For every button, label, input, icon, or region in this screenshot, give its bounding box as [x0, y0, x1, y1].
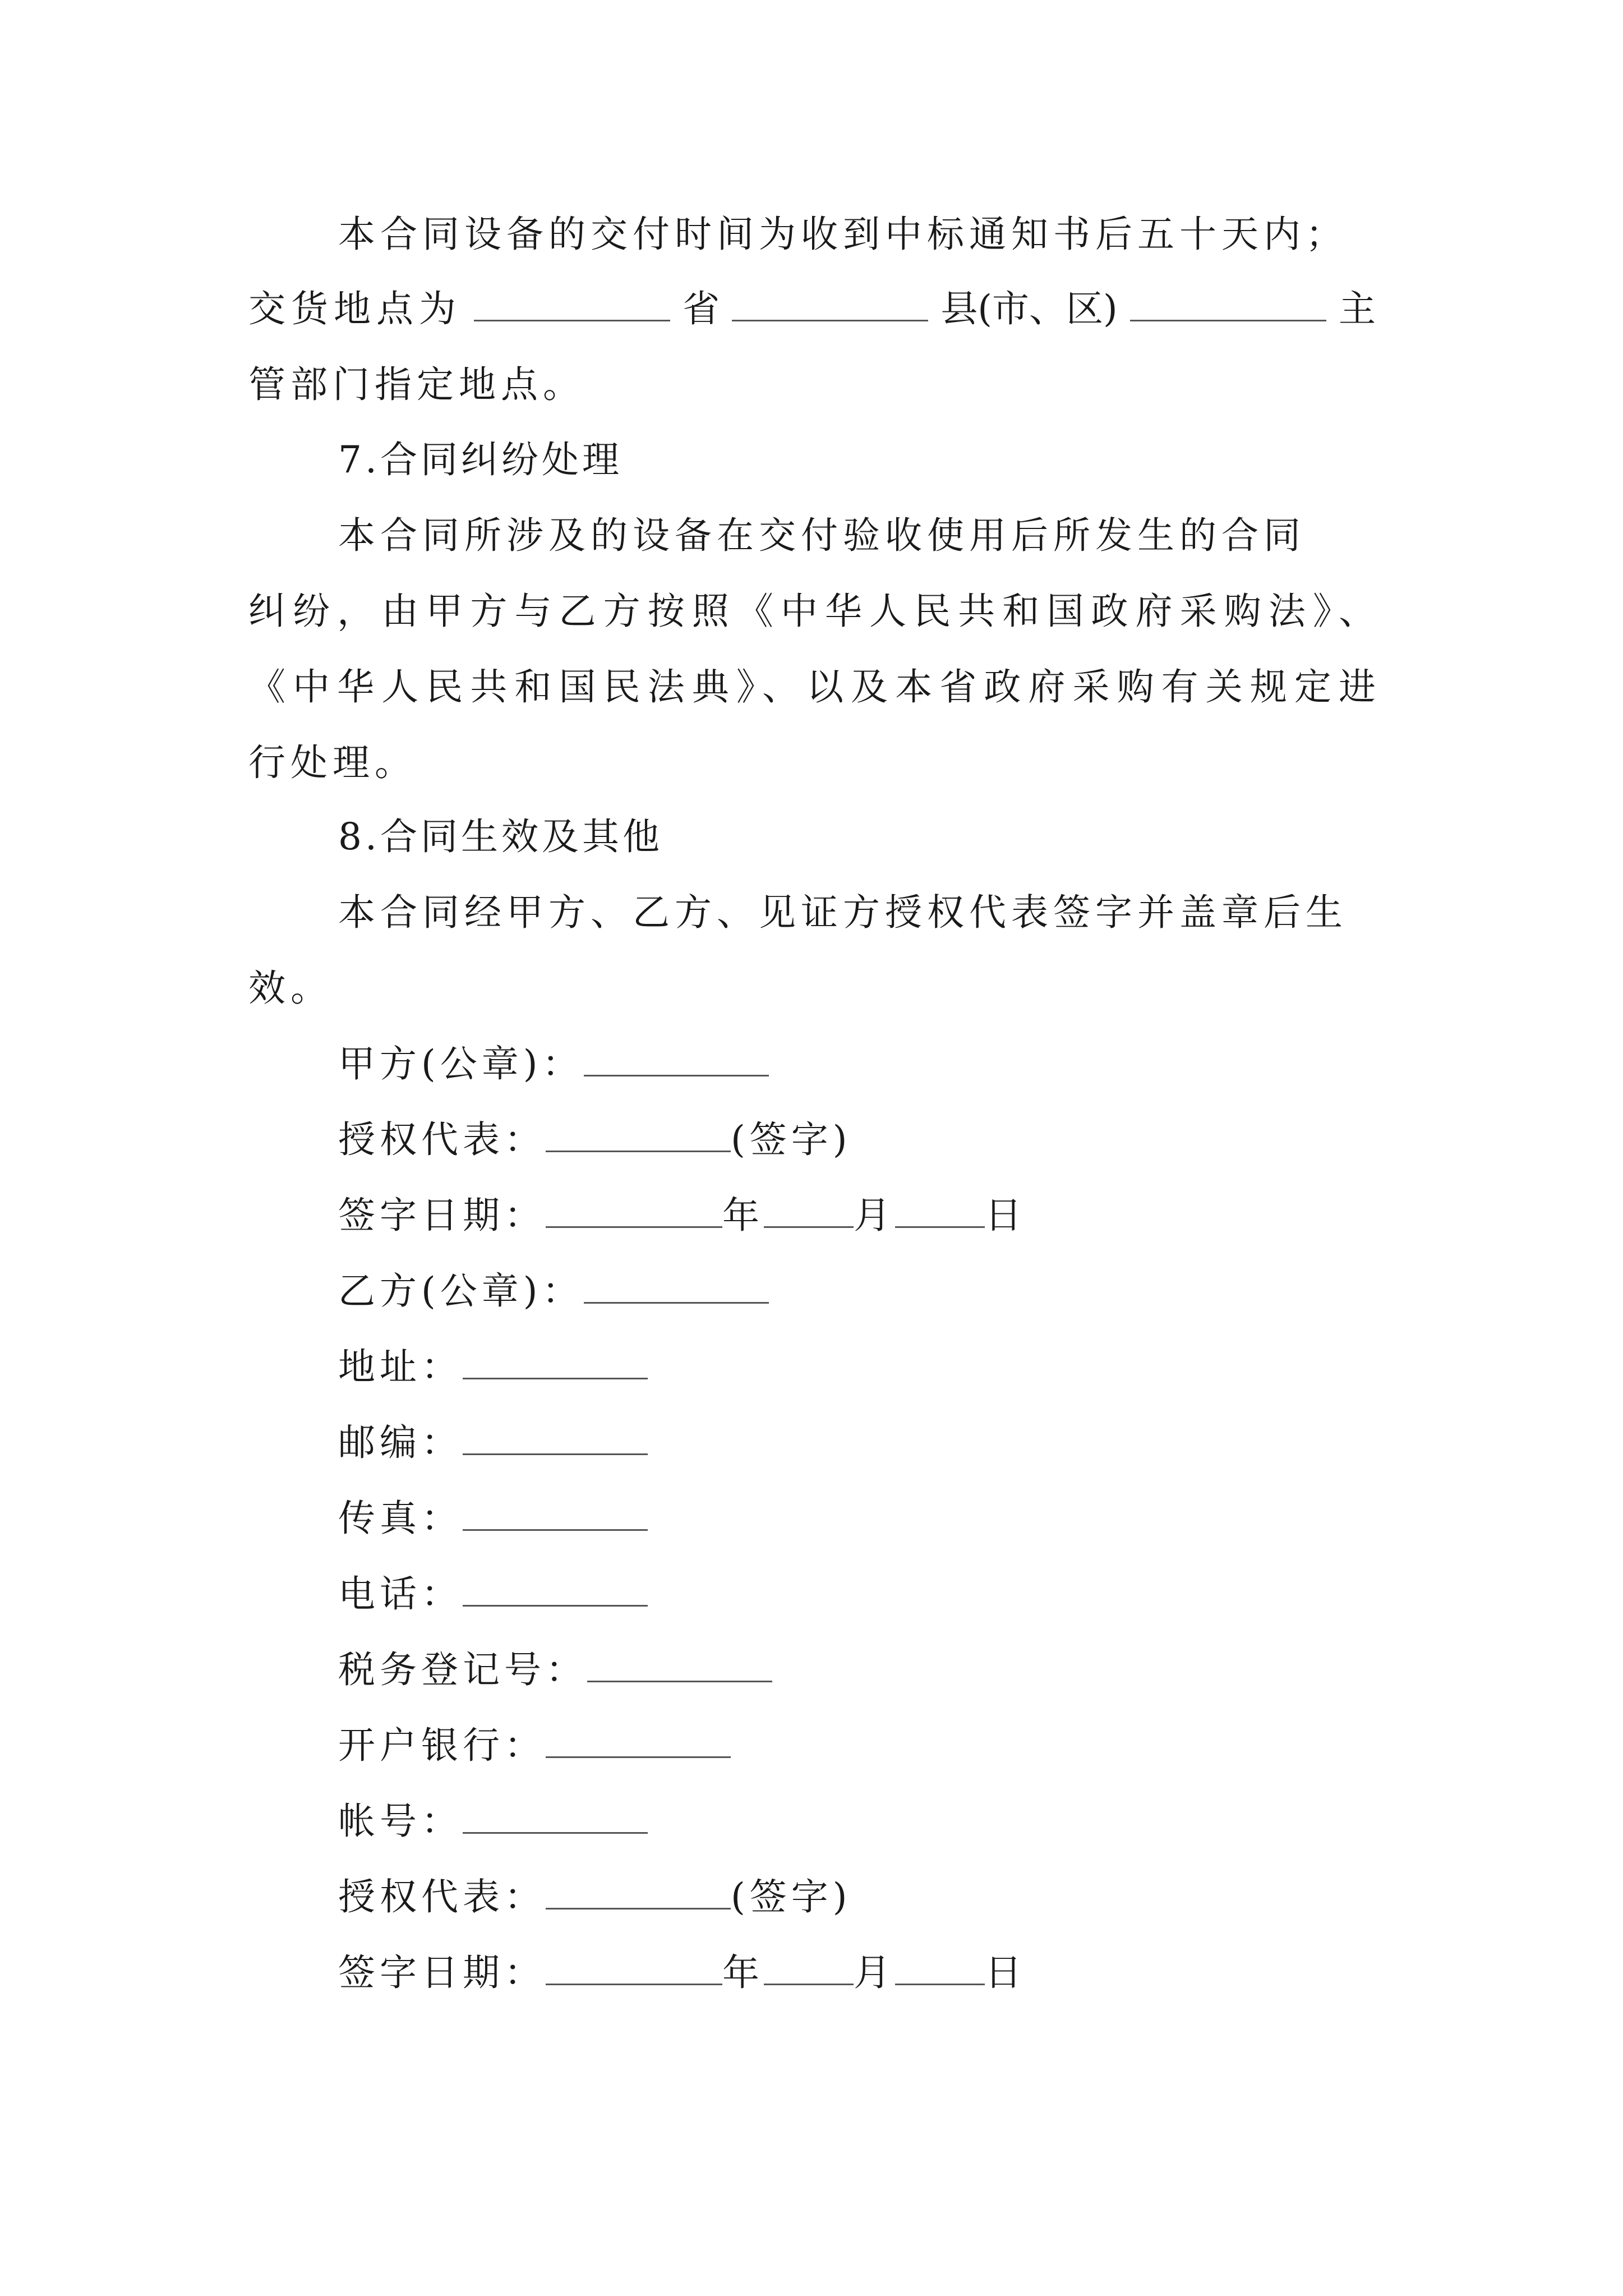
party-b-rep-row	[338, 1875, 852, 1920]
section-heading-8: 8.合同生效及其他	[338, 815, 663, 858]
address-blank	[463, 1345, 648, 1379]
fax-blank	[463, 1497, 648, 1531]
paragraph-effect-line1: 本合同经甲方、乙方、见证方授权代表签字并盖章后生	[338, 891, 1348, 934]
bank-blank	[546, 1724, 731, 1758]
province-label: 省	[683, 287, 720, 330]
party-a-day-blank	[895, 1194, 985, 1228]
party-a-date-label: 签字日期：	[338, 1194, 546, 1237]
party-b-month-blank	[764, 1951, 854, 1985]
day-label: 日	[985, 1194, 1026, 1237]
county-label: 县(市、区)	[940, 287, 1118, 330]
paragraph-delivery-location	[248, 287, 1376, 332]
paragraph-dispute-line3: 《中华人民共和国民法典》、以及本省政府采购有关规定进	[248, 665, 1376, 708]
paragraph-dispute-line1: 本合同所涉及的设备在交付验收使用后所发生的合同	[338, 514, 1306, 557]
month-label: 月	[854, 1951, 895, 1994]
delivery-location-label: 交货地点为	[248, 287, 462, 330]
phone-row	[338, 1572, 648, 1617]
postcode-label: 邮编：	[338, 1421, 463, 1464]
department-blank	[1130, 287, 1326, 321]
party-a-rep-row	[338, 1117, 852, 1162]
address-row	[338, 1345, 648, 1389]
party-a-seal-blank	[584, 1042, 769, 1076]
account-row	[338, 1799, 648, 1844]
day-label: 日	[985, 1951, 1026, 1994]
tax-no-label: 税务登记号：	[338, 1648, 587, 1691]
party-b-rep-label: 授权代表：	[338, 1875, 546, 1918]
party-b-date-row	[338, 1950, 1026, 1995]
party-b-seal-blank	[584, 1269, 769, 1304]
year-label: 年	[722, 1951, 764, 1994]
month-label: 月	[854, 1194, 895, 1237]
tax-no-blank	[587, 1648, 772, 1682]
party-b-year-blank	[546, 1951, 722, 1985]
paragraph-dispute-line2: 纠纷，由甲方与乙方按照《中华人民共和国政府采购法》、	[248, 590, 1376, 633]
party-b-day-blank	[895, 1951, 985, 1985]
party-a-rep-label: 授权代表：	[338, 1118, 546, 1161]
tax-no-row	[338, 1648, 772, 1692]
postcode-blank	[463, 1421, 648, 1455]
account-label: 帐号：	[338, 1800, 463, 1843]
fax-row	[338, 1496, 648, 1541]
party-b-sign-note: (签字)	[731, 1875, 852, 1918]
province-blank	[474, 287, 670, 321]
county-blank	[732, 287, 928, 321]
bank-row	[338, 1723, 731, 1768]
party-b-seal-label: 乙方(公章)：	[338, 1269, 584, 1313]
party-b-rep-blank	[546, 1875, 731, 1910]
paragraph-delivery-time: 本合同设备的交付时间为收到中标通知书后五十天内；	[338, 213, 1348, 256]
postcode-row	[338, 1420, 648, 1465]
paragraph-delivery-location-cont: 管部门指定地点。	[248, 363, 585, 406]
fax-label: 传真：	[338, 1497, 463, 1540]
party-a-date-row	[338, 1193, 1026, 1238]
address-label: 地址：	[338, 1345, 463, 1388]
party-b-date-label: 签字日期：	[338, 1951, 546, 1994]
section-heading-7: 7.合同纠纷处理	[338, 438, 623, 481]
party-a-sign-note: (签字)	[731, 1118, 852, 1161]
party-a-rep-blank	[546, 1118, 731, 1152]
party-b-seal-row	[338, 1269, 769, 1314]
paragraph-dispute-line4: 行处理。	[248, 741, 417, 784]
year-label: 年	[722, 1194, 764, 1237]
party-a-seal-row	[338, 1042, 769, 1087]
party-a-month-blank	[764, 1194, 854, 1228]
phone-label: 电话：	[338, 1572, 463, 1616]
party-a-seal-label: 甲方(公章)：	[338, 1042, 584, 1085]
phone-blank	[463, 1572, 648, 1607]
account-blank	[463, 1800, 648, 1834]
bank-label: 开户银行：	[338, 1724, 546, 1767]
party-a-year-blank	[546, 1194, 722, 1228]
department-label: 主	[1338, 287, 1376, 330]
paragraph-effect-line2: 效。	[248, 967, 333, 1010]
